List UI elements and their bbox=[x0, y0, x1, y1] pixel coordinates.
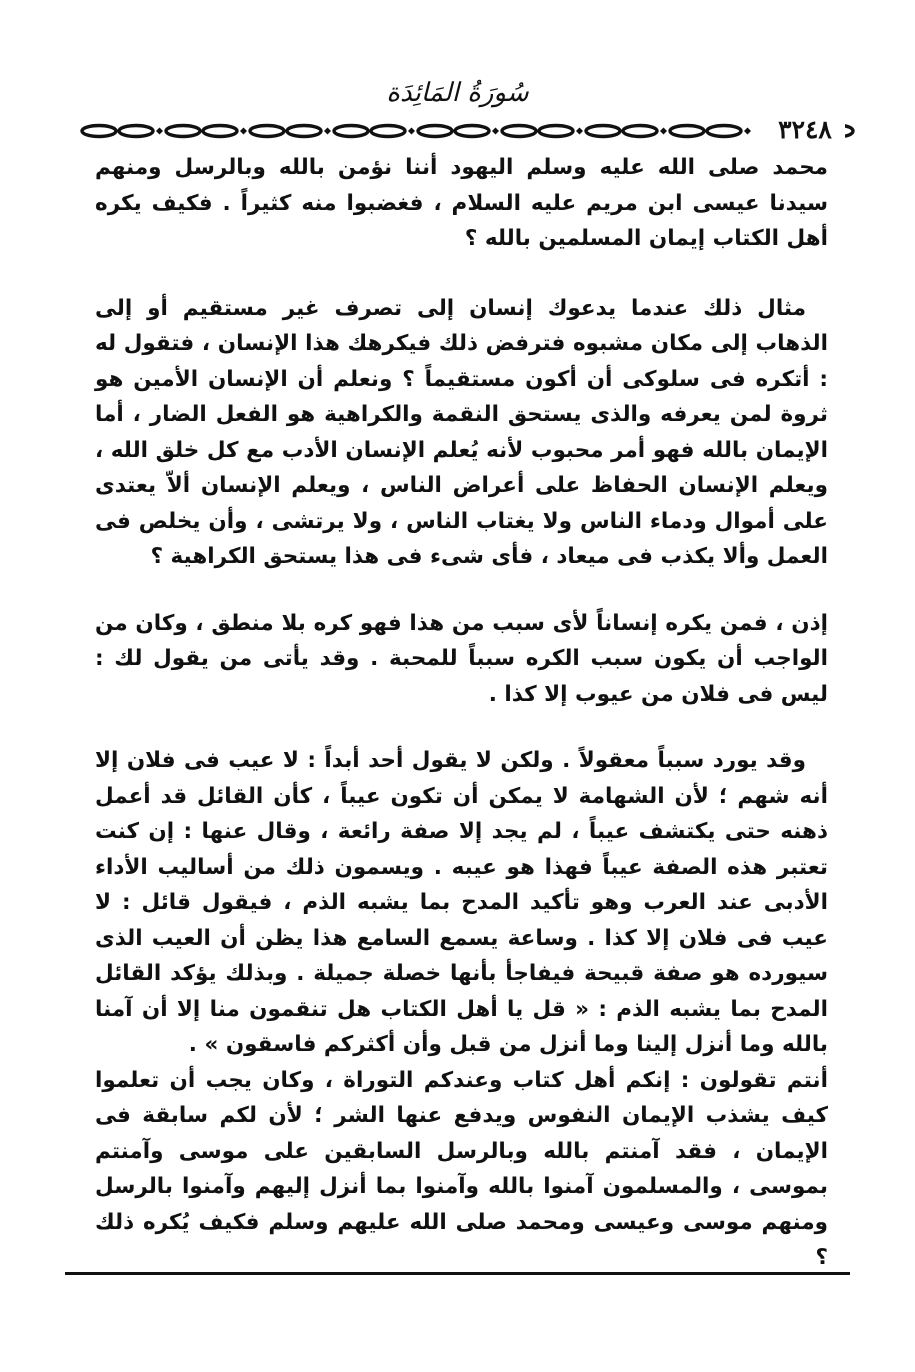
footer-rule bbox=[65, 1272, 850, 1275]
page-number: ٣٢٤٨ bbox=[765, 114, 845, 146]
paragraph: مثال ذلك عندما يدعوك إنسان إلى تصرف غير مستقيم أو إلى الذهاب إلى مكان مشبوه فترفض ذلك فيكرهك هذا الإنسان ، فتقول له : أتكره فى سلوكى أن أكون مستقيماً ؟ ونعلم أن الإنسان الأمين هو ثروة لمن يعرفه والذى يستحق النقمة والكراهية هو الفعل الضار ، أما الإيمان بالله فهو أمر محبوب لأنه يُعلم الإنسان الأدب مع كل خلق الله ، ويعلم الإنسان الحفاظ على أعراض الناس ، ويعلم الإنسان ألاّ يعتدى على أموال ودماء الناس ولا يغتاب الناس ، ولا يرتشى ، وأن يخلص فى العمل وألا يكذب فى ميعاد ، فأى شىء فى هذا يستحق الكراهية ؟ bbox=[95, 295, 828, 569]
paragraph: إذن ، فمن يكره إنساناً لأى سبب من هذا فهو كره بلا منطق ، وكان من الواجب أن يكون سبب الكره سبباً للمحبة . وقد يأتى من يقول لك : ليس فى فلان من عيوب إلا كذا . bbox=[95, 610, 828, 707]
chain-diamond bbox=[576, 128, 583, 135]
chain-oval bbox=[670, 126, 704, 137]
chain-oval bbox=[82, 126, 116, 137]
chain-diamond bbox=[324, 128, 331, 135]
chain-oval bbox=[586, 126, 620, 137]
chain-diamond bbox=[660, 128, 667, 135]
paragraph: وقد يورد سبباً معقولاً . ولكن لا يقول أحد أبداً : لا عيب فى فلان إلا أنه شهم ؛ لأن الشهامة لا يمكن أن تكون عيباً ، كأن القائل قد أعمل ذهنه حتى يكتشف عيباً ، لم يجد إلا صفة رائعة ، وقال عنها : إن كنت تعتبر هذه الصفة عيباً فهذا هو عيبه . ويسمون ذلك من أساليب الأداء الأدبى عند العرب وهو تأكيد المدح بما يشبه الذم ، فيقول قائل : لا عيب فى فلان إلا كذا . وساعة يسمع السامع هذا يظن أن العيب الذى سيورده هو صفة قبيحة فيفاجأ بأنها خصلة جميلة . وبذلك يؤكد القائل المدح بما يشبه الذم : « قل يا أهل الكتاب هل تنقمون منا إلا أن آمنا بالله وما أنزل إلينا وما أنزل من قبل وأن أكثركم فاسقون » . bbox=[95, 748, 828, 1057]
chain-diamond bbox=[744, 128, 751, 135]
chain-oval bbox=[250, 126, 284, 137]
chain-oval bbox=[203, 126, 237, 137]
paragraph: محمد صلى الله عليه وسلم اليهود أننا نؤمن بالله وبالرسل ومنهم سيدنا عيسى ابن مريم عليه السلام ، فغضبوا منه كثيراً . فكيف يكره أهل الكتاب إيمان المسلمين بالله ؟ bbox=[95, 155, 828, 251]
paragraph-gap bbox=[95, 257, 828, 291]
chain-diamond bbox=[408, 128, 415, 135]
chain-diamond bbox=[492, 128, 499, 135]
chain-oval bbox=[119, 126, 153, 137]
main-text bbox=[95, 150, 828, 1276]
chain-oval bbox=[418, 126, 452, 137]
chain-oval bbox=[166, 126, 200, 137]
paragraph-gap bbox=[95, 575, 828, 606]
paragraph: أنتم تقولون : إنكم أهل كتاب وعندكم التوراة ، وكان يجب أن تعلموا كيف يشذب الإيمان النفوس ويدفع عنها الشر ؛ لأن لكم سابقة فى الإيمان ، فقد آمنتم بالله وبالرسل السابقين على موسى وآمنتم بموسى ، والمسلمون آمنوا بالله وآمنوا بما أنزل إليهم وآمنوا بالرسل ومنهم موسى وعيسى ومحمد صلى الله عليهم وسلم فكيف يُكره ذلك ؟ bbox=[95, 1067, 828, 1270]
chain-oval bbox=[707, 126, 741, 137]
chain-diamond bbox=[240, 128, 247, 135]
chain-oval bbox=[502, 126, 536, 137]
chain-oval bbox=[334, 126, 368, 137]
ornamental-chain-border bbox=[78, 116, 856, 146]
surah-title: سُورَةُ المَائِدَة bbox=[386, 78, 529, 108]
chain-oval bbox=[455, 126, 489, 137]
chain-oval bbox=[623, 126, 657, 137]
paragraph-gap bbox=[95, 712, 828, 743]
chain-oval bbox=[287, 126, 321, 137]
chain-oval bbox=[539, 126, 573, 137]
chain-diamond bbox=[156, 128, 163, 135]
chain-oval bbox=[371, 126, 405, 137]
